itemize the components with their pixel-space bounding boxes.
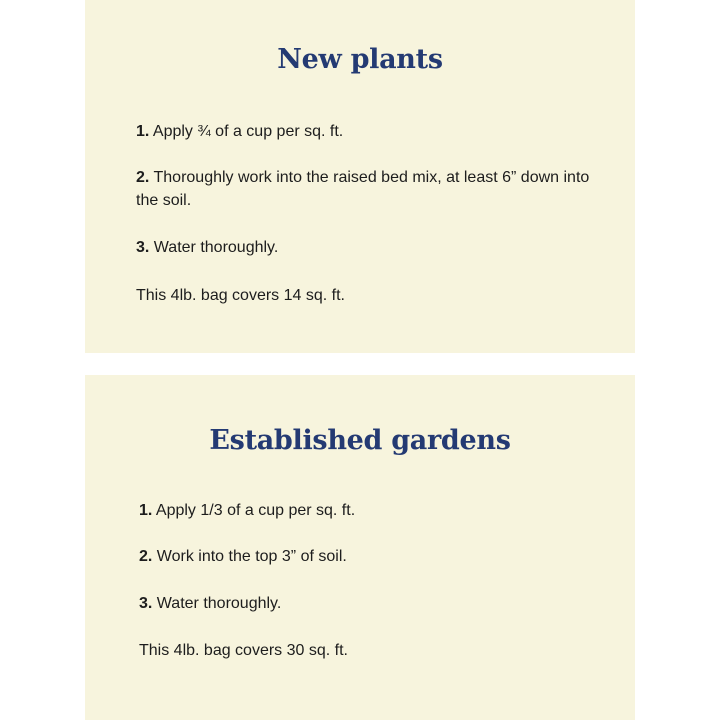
step-item [139, 545, 599, 568]
step-item [136, 236, 596, 259]
coverage-note: This 4lb. bag covers 30 sq. ft. [139, 642, 348, 659]
step-number: 1. [139, 502, 153, 519]
step-text: Apply 1/3 of a cup per sq. ft. [155, 502, 356, 519]
step-item [139, 499, 599, 522]
step-number: 3. [136, 239, 150, 256]
step-number: 2. [139, 548, 153, 565]
step-number: 3. [139, 595, 153, 612]
step-text: Water thoroughly. [156, 595, 282, 612]
established-gardens-card [85, 375, 635, 720]
step-text: Thoroughly work into the raised bed mix, at least 6” down into the soil. [136, 169, 590, 209]
new-plants-card [85, 0, 635, 353]
step-item [139, 592, 599, 615]
step-number: 2. [136, 169, 150, 186]
step-number: 1. [136, 123, 150, 140]
section-title: Established gardens [209, 425, 511, 456]
coverage-note: This 4lb. bag covers 14 sq. ft. [136, 287, 345, 304]
step-item [136, 166, 596, 212]
step-text: Water thoroughly. [153, 239, 279, 256]
step-text: Work into the top 3” of soil. [156, 548, 347, 565]
section-title: New plants [277, 44, 443, 75]
step-text: Apply ¾ of a cup per sq. ft. [152, 123, 344, 140]
step-item [136, 120, 596, 143]
